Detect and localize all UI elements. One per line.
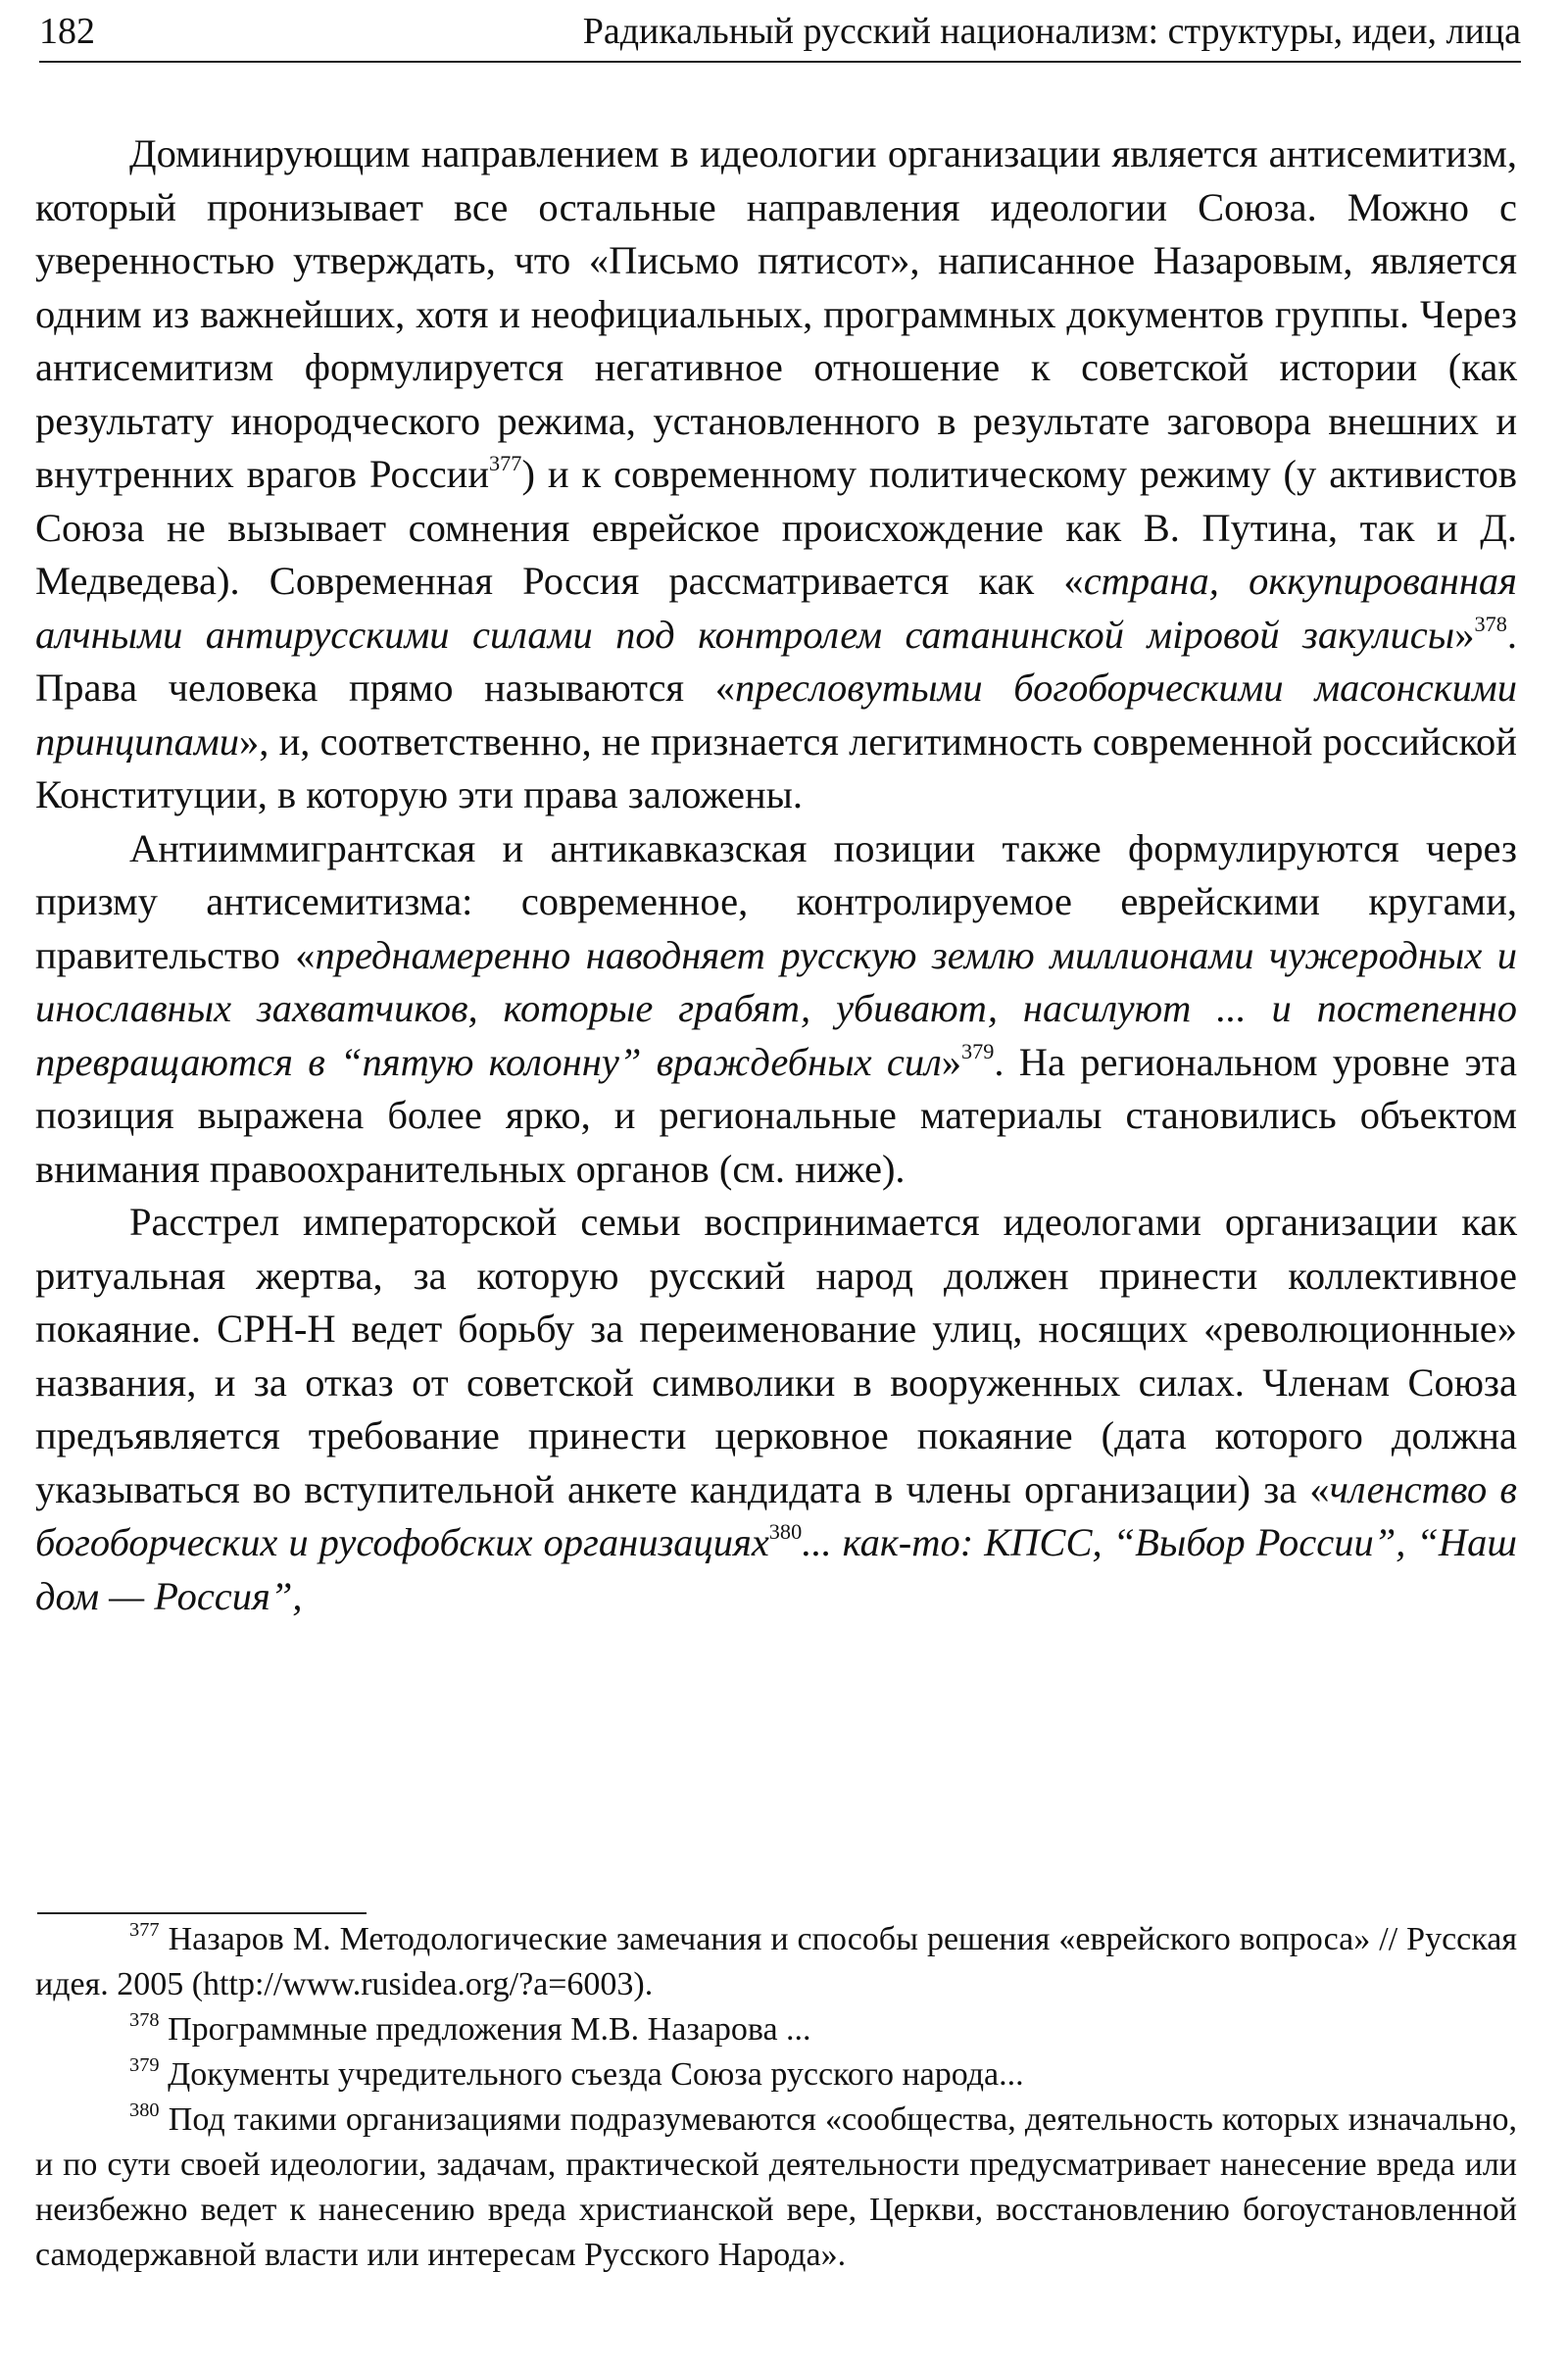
paragraph-1	[35, 127, 1517, 822]
text-run: . На региональном уровне эта позиция выражена более ярко, и региональные материалы становились объектом внимания правоохранительных органов (см. ниже).	[35, 1039, 1517, 1191]
text-run: Расстрел императорской семьи воспринимается идеологами организации как ритуальная жертва, за которую русский народ должен принести коллективное покаяние. СРН-Н ведет борьбу за переименование улиц, носящих «революционные» названия, и за отказ от советской символики в вооруженных силах. Членам Союза предъявляется требование принести церковное покаяние (дата которого должна указываться во вступительной анкете кандидата в члены организации) за «	[35, 1200, 1517, 1511]
footnote-377	[35, 1917, 1517, 2007]
main-text	[35, 127, 1517, 1623]
footnote-379	[35, 2052, 1517, 2098]
footnote-text: Программные предложения М.В. Назарова ...	[168, 2011, 811, 2048]
footnote-text: Назаров М. Методологические замечания и способы решения «еврейского вопроса» // Русская идея. 2005 (http://www.rusidea.org/?a=6003).	[35, 1921, 1517, 2002]
paragraph-2	[35, 822, 1517, 1197]
footnotes	[35, 1917, 1517, 2278]
quote-italic: членство в богоборческих и русофобских организациях	[35, 1466, 1517, 1564]
text-run: Доминирующим направлением в идеологии организации является антисемитизм, который пронизывает все остальные направления идеологии Союза. Можно с уверенностью утверждать, что «Письмо пятисот», написанное Назаровым, является одним из важнейших, хотя и неофициальных, программных документов группы. Через антисемитизм формулируется негативное отношение к советской истории (как результату инородческого режима, установленного в результате заговора внешних и внутренних врагов России	[35, 131, 1517, 496]
text-run: . Права человека прямо называются «	[35, 612, 1517, 710]
footnote-number: 380	[129, 2098, 160, 2121]
quote-italic: страна, оккупированная алчными антирусскими силами под контролем сатанинской мiровой закулисы	[35, 559, 1518, 657]
text-run: ) и к современному политическому режиму (у активистов Союза не вызывает сомнения еврейское происхождение как В. Путина, так и Д. Медведева). Современная Россия рассматривается как «	[35, 452, 1517, 603]
footnote-separator	[37, 1912, 367, 1914]
text-run: »	[1454, 612, 1475, 657]
page-number: 182	[39, 11, 95, 52]
running-header	[39, 6, 1521, 63]
footnote-380	[35, 2098, 1517, 2278]
quote-italic: преднамеренно наводняет русскую землю миллионами чужеродных и инославных захватчиков, которые грабят, убивают, насилуют ... и постепенно превращаются в “пятую колонну” враждебных сил	[35, 932, 1517, 1084]
footnote-number: 377	[129, 1918, 160, 1941]
book-page	[35, 0, 1525, 2370]
text-run: »	[941, 1039, 962, 1084]
footnote-378	[35, 2007, 1517, 2052]
text-run: Антииммигрантская и антикавказская позиции также формулируются через призму антисемитизма: современное, контролируемое еврейскими кругами, правительство «	[35, 825, 1517, 977]
footnote-ref-378[interactable]: 378	[1474, 611, 1507, 636]
footnote-text: Документы учредительного съезда Союза русского народа...	[168, 2056, 1024, 2093]
running-title: Радикальный русский национализм: структуры, идеи, лица	[582, 11, 1521, 52]
footnote-text: Под такими организациями подразумеваются «сообщества, деятельность которых изначально, и по сути своей идеологии, задачам, практической деятельности предусматривает нанесение вреда или неизбежно ведет к нанесению вреда христианской вере, Церкви, восстановлению богоустановленной самодержавной власти или интересам Русского Народа».	[35, 2101, 1518, 2273]
footnote-ref-380[interactable]: 380	[768, 1519, 803, 1545]
quote-italic: ... как-то: КПСС, “Выбор России”, “Наш дом — Россия”,	[35, 1520, 1517, 1618]
text-run: », и, соответственно, не признается легитимность современной российской Конституции, в которую эти права заложены.	[35, 718, 1517, 816]
footnote-ref-379[interactable]: 379	[961, 1038, 995, 1063]
quote-italic: пресловутыми богоборческими масонскими принципами	[35, 666, 1517, 764]
paragraph-3	[35, 1196, 1517, 1623]
footnote-ref-377[interactable]: 377	[489, 451, 522, 476]
footnote-number: 378	[129, 2008, 160, 2031]
footnote-number: 379	[129, 2053, 160, 2076]
